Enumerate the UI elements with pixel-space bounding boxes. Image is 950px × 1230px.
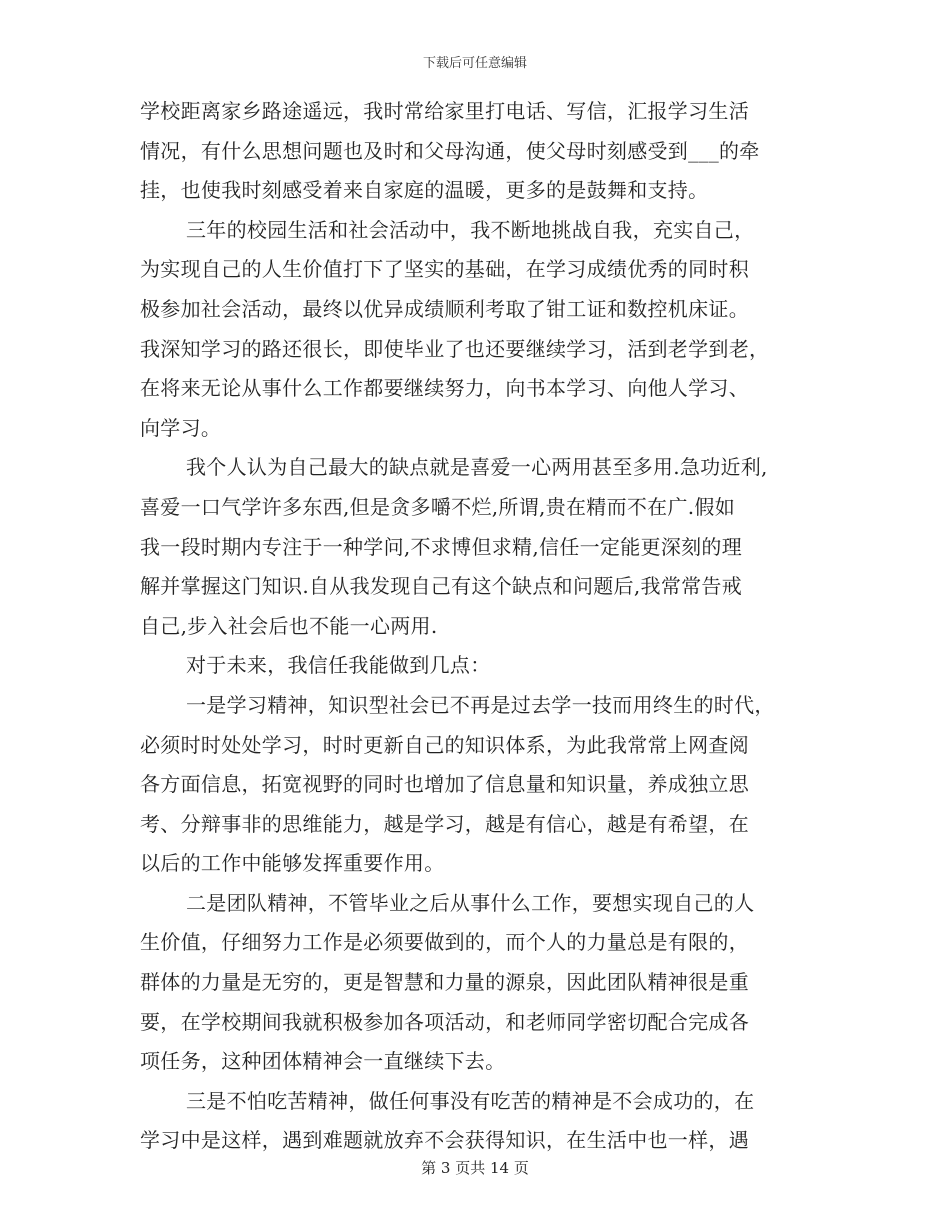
text-line: 学校距离家乡路途遥远，我时常给家里打电话、写信，汇报学习生活 xyxy=(140,99,749,123)
text-line: 二是团队精神，不管毕业之后从事什么工作，要想实现自己的人 xyxy=(186,890,755,915)
text-line: 三是不怕吃苦精神，做任何事没有吃苦的精神是不会成功的，在 xyxy=(186,1088,755,1113)
text-line: 以后的工作中能够发挥重要作用。 xyxy=(140,851,445,876)
text-line: 生价值，仔细努力工作是必须要做到的，而个人的力量总是有限的， xyxy=(140,930,749,955)
text-line: 情况，有什么思想问题也及时和父母沟通，使父母时刻感受到___的牵 xyxy=(140,138,760,163)
text-line: 自己,步入社会后也不能一心两用. xyxy=(140,613,438,638)
text-line: 极参加社会活动，最终以优异成绩顺利考取了钳工证和数控机床证。 xyxy=(140,296,749,321)
text-line: 我深知学习的路还很长，即使毕业了也还要继续学习，活到老学到老， xyxy=(140,336,770,361)
text-line: 各方面信息，拓宽视野的同时也增加了信息量和知识量，养成独立思 xyxy=(140,772,749,797)
text-line: 一是学习精神，知识型社会已不再是过去学一技而用终生的时代， xyxy=(186,692,775,717)
page-footer: 第 3 页共 14 页 xyxy=(421,1159,529,1177)
page-header: 下载后可任意编辑 xyxy=(422,56,527,71)
text-line: 喜爱一口气学许多东西,但是贪多嚼不烂,所谓,贵在精而不在广.假如 xyxy=(140,494,736,519)
text-line: 群体的力量是无穷的，更是智慧和力量的源泉，因此团队精神很是重 xyxy=(140,970,749,995)
text-line: 学习中是这样，遇到难题就放弃不会获得知识，在生活中也一样，遇 xyxy=(140,1128,749,1153)
text-line: 我个人认为自己最大的缺点就是喜爱一心两用甚至多用.急功近利, xyxy=(186,455,768,480)
text-line: 三年的校园生活和社会活动中，我不断地挑战自我，充实自己， xyxy=(186,217,755,242)
text-line: 解并掌握这门知识.自从我发现自己有这个缺点和问题后,我常常告戒 xyxy=(140,574,743,599)
text-line: 向学习。 xyxy=(140,415,222,440)
text-line: 要，在学校期间我就积极参加各项活动，和老师同学密切配合完成各 xyxy=(140,1009,749,1034)
document-body xyxy=(140,92,830,1161)
text-line: 为实现自己的人生价值打下了坚实的基础，在学习成绩优秀的同时积 xyxy=(140,257,749,282)
text-line: 挂，也使我时刻感受着来自家庭的温暖，更多的是鼓舞和支持。 xyxy=(140,178,709,203)
text-line: 我一段时期内专注于一种学问,不求博但求精,信任一定能更深刻的理 xyxy=(140,534,743,559)
text-line: 必须时时处处学习，时时更新自己的知识体系，为此我常常上网查阅 xyxy=(140,732,749,757)
text-line: 对于未来，我信任我能做到几点： xyxy=(186,653,491,678)
text-line: 考、分辩事非的思维能力，越是学习，越是有信心，越是有希望，在 xyxy=(140,811,749,836)
text-line: 在将来无论从事什么工作都要继续努力，向书本学习、向他人学习、 xyxy=(140,376,749,401)
text-line: 项任务，这种团体精神会一直继续下去。 xyxy=(140,1049,506,1074)
